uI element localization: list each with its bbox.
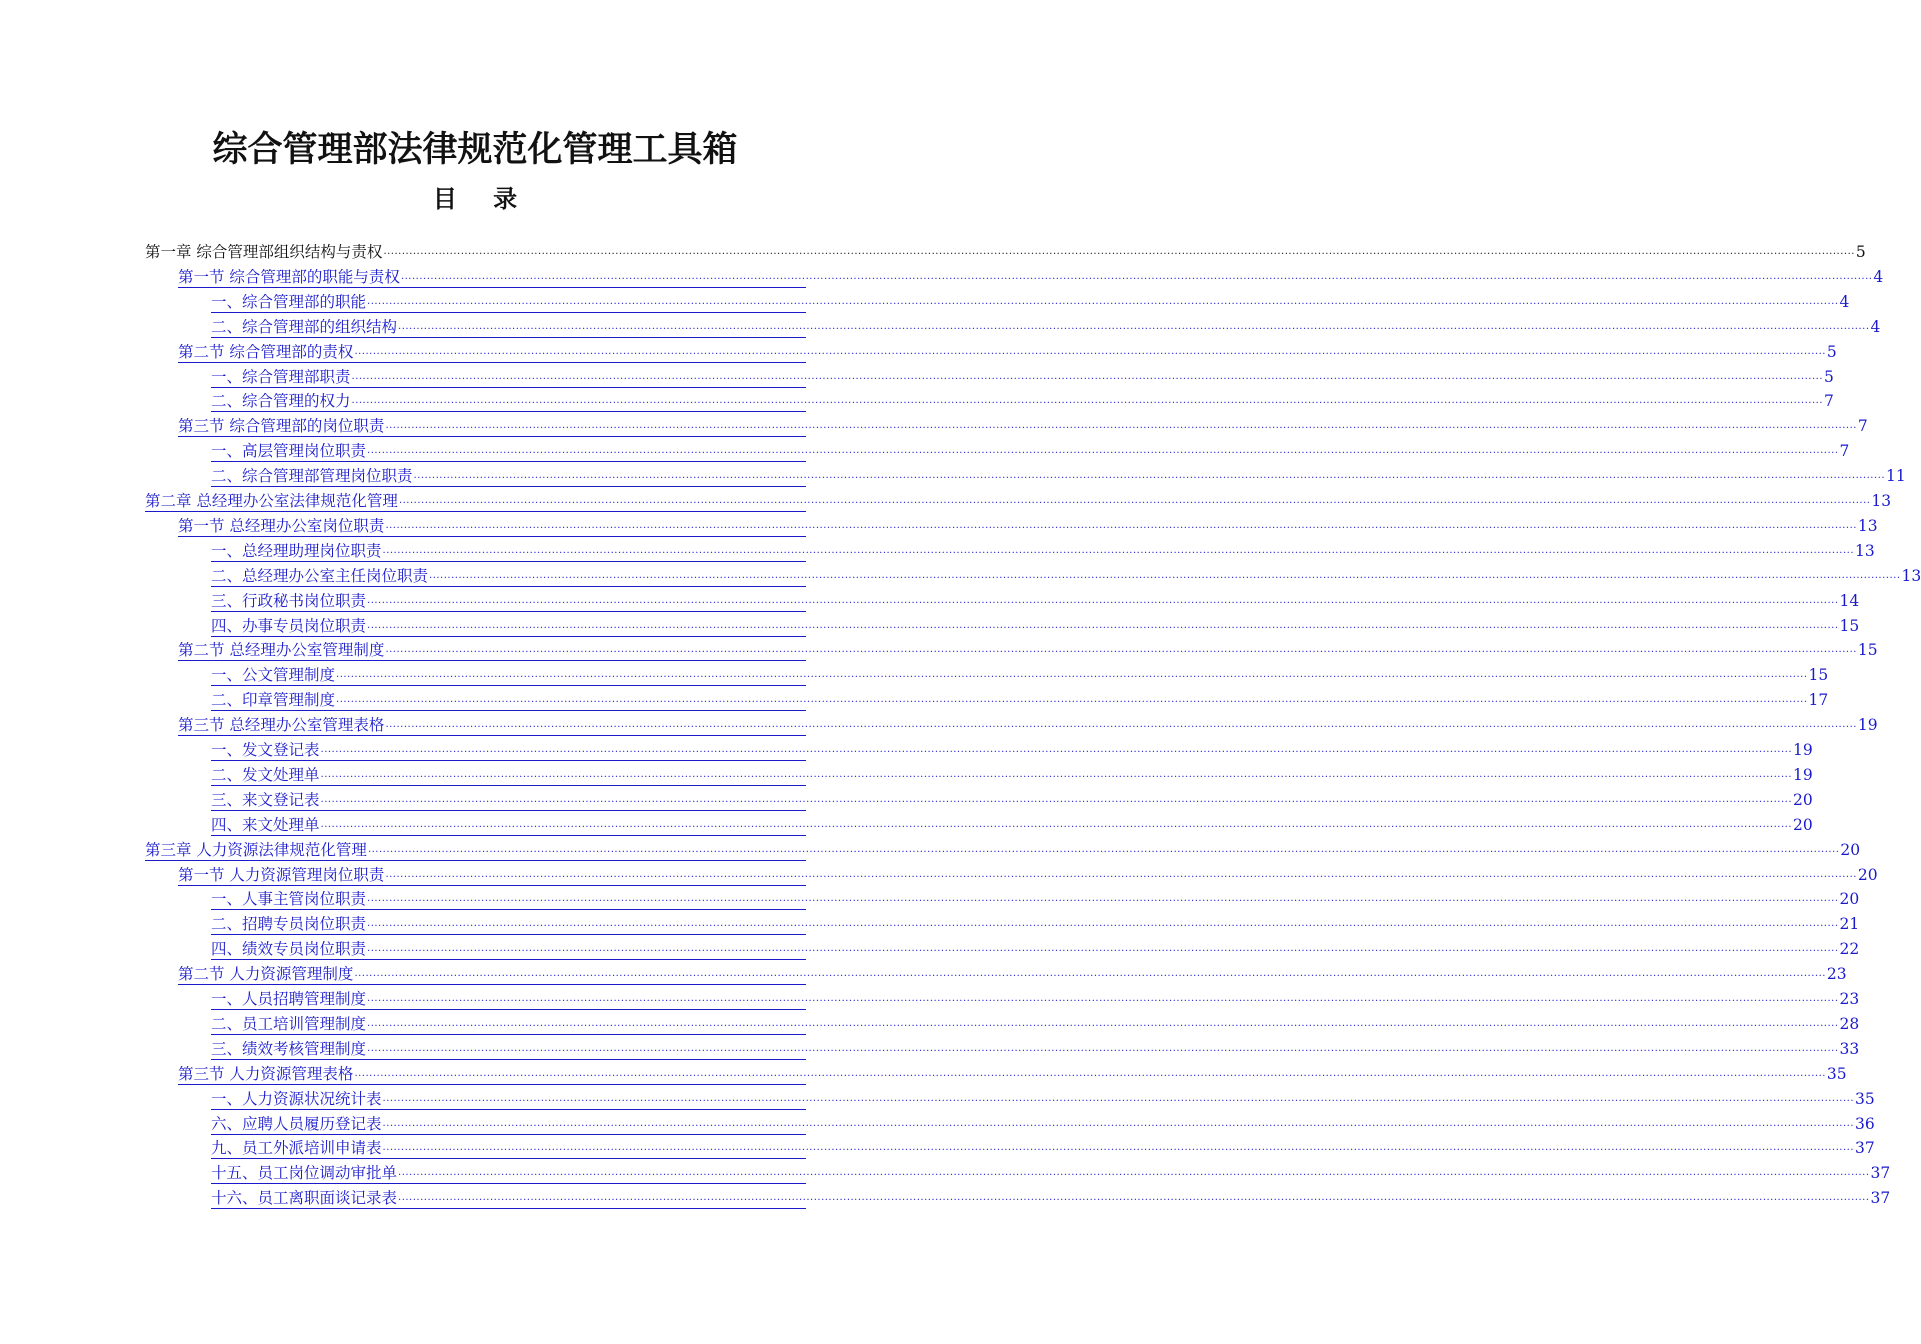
toc-entry-page-number: 35 [1855, 1089, 1875, 1108]
toc-heading: 目 录 [432, 184, 532, 213]
toc-entry-page-number: 5 [1826, 342, 1837, 361]
toc-entry-page-number: 19 [1793, 741, 1813, 759]
toc-entry-label: 第三章 人力资源法律规范化管理 [145, 840, 367, 859]
toc-entry-label: 第二章 总经理办公室法律规范化管理 [145, 492, 398, 510]
toc-entry-label: 第三节 人力资源管理表格 [178, 1064, 354, 1083]
toc-entry [145, 238, 1866, 262]
toc-entry-label: 第一节 人力资源管理岗位职责 [178, 865, 385, 884]
toc-entry-page-number: 20 [1793, 815, 1813, 834]
toc-entry-page-number: 15 [1839, 616, 1860, 635]
toc-entry[interactable] [211, 1110, 1875, 1135]
toc-leader-dots: ................................................................................................................................................................................................................................................................................................................................................................................................................ [354, 968, 1826, 980]
toc-entry[interactable] [178, 1060, 1847, 1085]
toc-entry-label: 第三节 综合管理部的岗位职责 [178, 417, 385, 436]
toc-entry-page-number: 37 [1870, 1164, 1891, 1183]
toc-entry-label: 四、绩效专员岗位职责 [211, 940, 367, 959]
toc-leader-dots: ................................................................................................................................................................................................................................................................................................................................................................................................................ [367, 619, 1839, 631]
toc-entry-page-number: 20 [1857, 865, 1878, 884]
toc-entry-label: 二、员工培训管理制度 [211, 1014, 367, 1033]
toc-entry[interactable] [211, 437, 1850, 462]
toc-entry-page-number: 13 [1857, 516, 1878, 535]
toc-entry[interactable] [178, 412, 1868, 437]
toc-entry-page-number: 7 [1839, 442, 1850, 461]
toc-entry[interactable] [211, 1184, 1891, 1209]
toc-entry[interactable] [211, 462, 1906, 487]
toc-entry-page-number: 37 [1855, 1139, 1875, 1158]
toc-entry[interactable] [211, 661, 1829, 686]
toc-leader-dots: ................................................................................................................................................................................................................................................................................................................................................................................................................ [385, 519, 1857, 531]
toc-entry[interactable] [145, 836, 1861, 861]
toc-leader-dots: ................................................................................................................................................................................................................................................................................................................................................................................................................ [385, 719, 1857, 731]
toc-leader-dots: ................................................................................................................................................................................................................................................................................................................................................................................................................ [398, 320, 1870, 332]
toc-leader-dots: ................................................................................................................................................................................................................................................................................................................................................................................................................ [382, 1117, 1854, 1129]
toc-entry[interactable] [211, 935, 1860, 960]
toc-entry-label: 二、招聘专员岗位职责 [211, 915, 367, 934]
toc-leader-dots: ................................................................................................................................................................................................................................................................................................................................................................................................................ [367, 893, 1839, 905]
toc-leader-dots: ................................................................................................................................................................................................................................................................................................................................................................................................................ [398, 495, 1871, 506]
toc-entry-page-number: 15 [1808, 666, 1829, 685]
toc-entry[interactable] [211, 686, 1829, 711]
toc-entry-page-number: 13 [1871, 492, 1892, 510]
toc-entry[interactable] [178, 338, 1837, 363]
toc-entry-label: 三、行政秘书岗位职责 [211, 591, 367, 610]
toc-entry-page-number: 4 [1873, 267, 1884, 286]
toc-leader-dots: ................................................................................................................................................................................................................................................................................................................................................................................................................ [367, 993, 1839, 1004]
toc-leader-dots: ................................................................................................................................................................................................................................................................................................................................................................................................................ [320, 818, 1792, 830]
toc-entry-page-number: 20 [1793, 790, 1813, 809]
toc-entry-page-number: 20 [1839, 890, 1860, 909]
toc-entry-label: 第二节 综合管理部的责权 [178, 342, 354, 361]
toc-entry[interactable] [178, 960, 1847, 985]
toc-leader-dots: ................................................................................................................................................................................................................................................................................................................................................................................................................ [354, 345, 1826, 357]
toc-entry[interactable] [178, 711, 1878, 736]
toc-leader-dots: ................................................................................................................................................................................................................................................................................................................................................................................................................ [398, 1167, 1870, 1179]
toc-leader-dots: ................................................................................................................................................................................................................................................................................................................................................................................................................ [367, 295, 1839, 307]
toc-entry[interactable] [211, 587, 1860, 612]
toc-leader-dots: ................................................................................................................................................................................................................................................................................................................................................................................................................ [367, 594, 1839, 606]
toc-leader-dots: ................................................................................................................................................................................................................................................................................................................................................................................................................ [320, 744, 1792, 755]
toc-entry-label: 二、综合管理的权力 [211, 392, 351, 411]
toc-leader-dots: ................................................................................................................................................................................................................................................................................................................................................................................................................ [320, 793, 1792, 805]
toc-entry[interactable] [211, 736, 1813, 761]
toc-entry-label: 第二节 总经理办公室管理制度 [178, 641, 385, 660]
toc-entry[interactable] [145, 487, 1892, 512]
toc-entry[interactable] [211, 1134, 1875, 1159]
toc-entry-label: 一、人员招聘管理制度 [211, 990, 367, 1008]
toc-entry-label: 十六、员工离职面谈记录表 [211, 1189, 398, 1208]
toc-entry-label: 十五、员工岗位调动审批单 [211, 1164, 398, 1183]
toc-entry-page-number: 4 [1839, 292, 1850, 311]
toc-entry-label: 二、综合管理部管理岗位职责 [211, 467, 413, 486]
toc-entry-page-number: 33 [1839, 1039, 1860, 1058]
toc-entry-page-number: 5 [1855, 243, 1866, 261]
toc-entry-label: 四、办事专员岗位职责 [211, 616, 367, 635]
toc-entry[interactable] [211, 313, 1881, 338]
toc-leader-dots: ................................................................................................................................................................................................................................................................................................................................................................................................................ [385, 644, 1857, 656]
toc-leader-dots: ................................................................................................................................................................................................................................................................................................................................................................................................................ [385, 420, 1857, 432]
toc-entry[interactable] [211, 1085, 1875, 1110]
toc-entry[interactable] [211, 910, 1860, 935]
toc-entry-page-number: 13 [1901, 566, 1921, 585]
toc-leader-dots: ................................................................................................................................................................................................................................................................................................................................................................................................................ [413, 470, 1885, 482]
toc-entry-page-number: 23 [1826, 965, 1847, 984]
toc-leader-dots: ................................................................................................................................................................................................................................................................................................................................................................................................................ [336, 694, 1808, 706]
toc-leader-dots: ................................................................................................................................................................................................................................................................................................................................................................................................................ [429, 569, 1901, 581]
toc-leader-dots: ................................................................................................................................................................................................................................................................................................................................................................................................................ [398, 1192, 1870, 1204]
toc-leader-dots: ................................................................................................................................................................................................................................................................................................................................................................................................................ [367, 843, 1840, 855]
toc-entry-label: 一、综合管理部的职能 [211, 292, 367, 311]
toc-entry-label: 三、来文登记表 [211, 790, 320, 809]
toc-entry-label: 第二节 人力资源管理制度 [178, 965, 354, 984]
toc-leader-dots: ................................................................................................................................................................................................................................................................................................................................................................................................................ [400, 270, 1873, 282]
toc-entry-label: 一、人事主管岗位职责 [211, 890, 367, 909]
toc-entry-page-number: 36 [1855, 1114, 1875, 1133]
toc-entry[interactable] [211, 363, 1834, 388]
toc-entry[interactable] [211, 786, 1813, 811]
toc-leader-dots: ................................................................................................................................................................................................................................................................................................................................................................................................................ [367, 445, 1839, 457]
toc-entry[interactable] [211, 885, 1860, 910]
toc-entry-label: 一、高层管理岗位职责 [211, 442, 367, 461]
toc-entry[interactable] [211, 985, 1860, 1010]
toc-entry-page-number: 13 [1855, 541, 1875, 560]
toc-entry-page-number: 7 [1857, 417, 1868, 436]
toc-leader-dots: ................................................................................................................................................................................................................................................................................................................................................................................................................ [367, 918, 1839, 930]
toc-entry[interactable] [211, 811, 1813, 836]
toc-entry[interactable] [211, 1035, 1860, 1060]
toc-leader-dots: ................................................................................................................................................................................................................................................................................................................................................................................................................ [382, 544, 1854, 556]
toc-entry-page-number: 20 [1840, 840, 1861, 859]
toc-leader-dots: ................................................................................................................................................................................................................................................................................................................................................................................................................ [354, 1067, 1826, 1079]
toc-leader-dots: ................................................................................................................................................................................................................................................................................................................................................................................................................ [336, 669, 1808, 681]
toc-entry-page-number: 15 [1857, 641, 1878, 660]
toc-leader-dots: ................................................................................................................................................................................................................................................................................................................................................................................................................ [351, 395, 1823, 407]
toc-leader-dots: ................................................................................................................................................................................................................................................................................................................................................................................................................ [382, 1092, 1854, 1104]
toc-entry-label: 一、发文登记表 [211, 741, 320, 759]
toc-entry-page-number: 11 [1886, 467, 1906, 486]
toc-entry-label: 第一节 综合管理部的职能与责权 [178, 267, 400, 286]
toc-entry[interactable] [211, 761, 1813, 786]
toc-entry-label: 一、综合管理部职责 [211, 367, 351, 386]
toc-entry-page-number: 14 [1839, 591, 1860, 610]
toc-entry-label: 第一章 综合管理部组织结构与责权 [145, 243, 383, 261]
toc-entry-page-number: 37 [1870, 1189, 1891, 1208]
toc-entry-label: 二、总经理办公室主任岗位职责 [211, 566, 429, 585]
toc-entry[interactable] [211, 1159, 1891, 1184]
toc-entry-label: 二、综合管理部的组织结构 [211, 317, 398, 336]
toc-entry-label: 六、应聘人员履历登记表 [211, 1114, 382, 1133]
toc-entry[interactable] [178, 263, 1884, 288]
toc-leader-dots: ................................................................................................................................................................................................................................................................................................................................................................................................................ [385, 868, 1857, 880]
toc-entry[interactable] [211, 387, 1834, 412]
toc-entry-page-number: 7 [1824, 392, 1834, 411]
toc-entry[interactable] [178, 512, 1878, 537]
toc-entry-label: 一、人力资源状况统计表 [211, 1089, 382, 1108]
toc-leader-dots: ................................................................................................................................................................................................................................................................................................................................................................................................................ [320, 768, 1792, 780]
toc-entry-label: 九、员工外派培训申请表 [211, 1139, 382, 1158]
toc-entry[interactable] [211, 288, 1850, 313]
toc-entry-label: 一、总经理助理岗位职责 [211, 541, 382, 560]
toc-entry-page-number: 19 [1857, 716, 1878, 735]
toc-entry-page-number: 4 [1870, 317, 1881, 336]
toc-entry[interactable] [178, 861, 1878, 886]
toc-entry-page-number: 17 [1808, 691, 1829, 710]
toc-leader-dots: ................................................................................................................................................................................................................................................................................................................................................................................................................ [367, 943, 1839, 955]
toc-entry[interactable] [211, 537, 1875, 562]
document-title: 综合管理部法律规范化管理工具箱 [212, 129, 738, 170]
toc-entry-label: 二、印章管理制度 [211, 691, 336, 710]
toc-entry[interactable] [178, 636, 1878, 661]
toc-entry[interactable] [211, 1010, 1860, 1035]
toc-entry-label: 三、绩效考核管理制度 [211, 1039, 367, 1058]
toc-entry-label: 第一节 总经理办公室岗位职责 [178, 516, 385, 535]
toc-entry[interactable] [211, 562, 1921, 587]
toc-entry-page-number: 19 [1793, 765, 1813, 784]
toc-entry-label: 第三节 总经理办公室管理表格 [178, 716, 385, 735]
toc-entry-label: 二、发文处理单 [211, 765, 320, 784]
toc-entry-label: 四、来文处理单 [211, 815, 320, 834]
toc-leader-dots: ................................................................................................................................................................................................................................................................................................................................................................................................................ [367, 1017, 1839, 1029]
toc-entry-page-number: 23 [1839, 990, 1860, 1008]
toc-entry-page-number: 22 [1839, 940, 1860, 959]
toc-entry-page-number: 5 [1824, 367, 1834, 386]
toc-leader-dots: ................................................................................................................................................................................................................................................................................................................................................................................................................ [351, 370, 1823, 382]
toc-entry-page-number: 35 [1826, 1064, 1847, 1083]
toc-entry-page-number: 28 [1839, 1014, 1860, 1033]
toc-entry[interactable] [211, 612, 1860, 637]
toc-leader-dots: ................................................................................................................................................................................................................................................................................................................................................................................................................ [383, 246, 1855, 257]
toc-entry-label: 一、公文管理制度 [211, 666, 336, 685]
toc-entry-page-number: 21 [1839, 915, 1860, 934]
toc-leader-dots: ................................................................................................................................................................................................................................................................................................................................................................................................................ [382, 1142, 1854, 1154]
toc-leader-dots: ................................................................................................................................................................................................................................................................................................................................................................................................................ [367, 1042, 1839, 1054]
